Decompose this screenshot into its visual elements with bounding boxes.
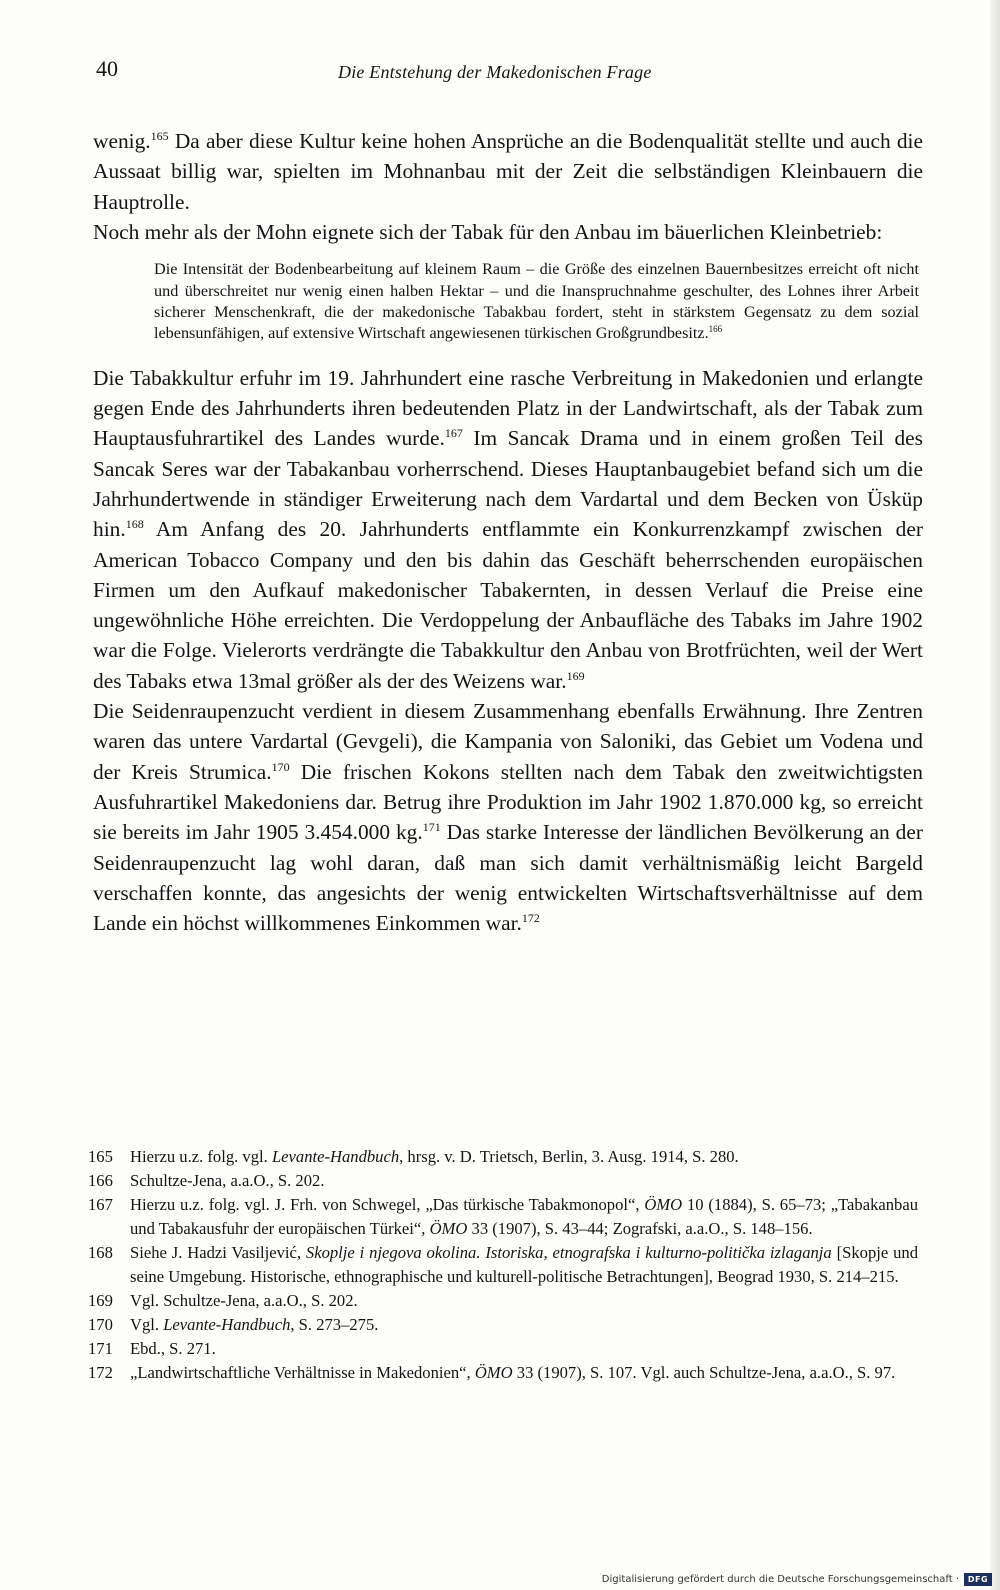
quote-text: Die Intensität der Bodenbearbeitung auf kleinem Raum – die Größe des einzelnen Bauernbesitzes erreicht oft nicht und überschreitet nur wenig einen halben Hektar – und die Inanspruchnahme geschulter, des Lohnes ihrer Arbeit sicherer Menschenkraft, die der makedonische Tabakbau fordert, steht in stärkstem Gegensatz zu dem sozial lebensunfähigen, auf extensive Wirtschaft angewiesenen türkischen Großgrundbesitz.$^{166}$: [154, 260, 919, 343]
footnote: 167 Hierzu u.z. folg. vgl. J. Frh. von Schwegel, „Das türkische Tabakmonopol“, ÖMO 10 (1884), S. 65–73; „Tabakanbau und Tabakausfuhr der europäischen Türkei“, ÖMO 33 (1907), S. 43–44; Zografski, a.a.O., S. 148–156.: [88, 1193, 918, 1241]
footnote: 169 Vgl. Schultze-Jena, a.a.O., S. 202.: [88, 1289, 918, 1313]
footnote: 168 Siehe J. Hadzi Vasiljević, Skoplje i njegova okolina. Istoriska, etnografska i kulturno-politička izlaganja [Skopje und seine Umgebung. Historische, ethnographische und kulturell-politische Betrachtungen], Beograd 1930, S. 214–215.: [88, 1241, 918, 1289]
paragraph: Noch mehr als der Mohn eignete sich der Tabak für den Anbau im bäuerlichen Kleinbetrieb:: [93, 219, 883, 244]
paragraph: wenig.$^{165}$ Da aber diese Kultur keine hohen Ansprüche an die Bodenqualität stellte und auch die Aussaat billig war, spielten im Mohnanbau mit der Zeit die selbständigen Kleinbauern die Hauptrolle.: [93, 129, 923, 214]
paragraph: Die Seidenraupenzucht verdient in diesem Zusammenhang ebenfalls Erwähnung. Ihre Zentren waren das untere Vardartal (Gevgeli), die Kampania von Saloniki, das Gebiet um Vodena und der Kreis Strumica.$^{170}$ Die frischen Kokons stellten nach dem Tabak den zweitwichtigsten Ausfuhrartikel Makedoniens dar. Betrug ihre Produktion im Jahr 1902 1.870.000 kg, so erreicht sie bereits im Jahr 1905 3.454.000 kg.$^{171}$ Das starke Interesse der ländlichen Bevölkerung an der Seidenraupenzucht lag wohl daran, daß man sich damit verhältnismäßig leicht Bargeld verschaffen konnte, das angesichts der wenig entwickelten Wirtschaftsverhältnisse auf dem Lande ein höchst willkommenes Einkommen war.$^{172}$: [93, 699, 924, 936]
footnote-number: 166: [88, 1171, 113, 1190]
paragraph: Die Tabakkultur erfuhr im 19. Jahrhundert eine rasche Verbreitung in Makedonien und erlangte gegen Ende des Jahrhunderts ihren bedeutenden Platz in der Landwirtschaft, als der Tabak zum Hauptausfuhrartikel des Landes wurde.$^{167}$ Im Sancak Drama und in einem großen Teil des Sancak Seres war der Tabakanbau vorherrschend. Dieses Hauptanbaugebiet befand sich um die Jahrhundertwende in ständiger Erweiterung nach dem Vardartal und dem Becken von Üsküp hin.$^{168}$ Am Anfang des 20. Jahrhunderts entflammte ein Konkurrenzkampf zwischen der American Tobacco Company und den bis dahin das Geschäft beherrschenden europäischen Firmen um den Aufkauf makedonischer Tabakernten, in dessen Verlauf die Preise eine ungewöhnliche Höhe erreichten. Die Verdoppelung der Anbaufläche des Tabaks im Jahre 1902 war die Folge. Vielerorts verdrängte die Tabakkultur den Anbau von Brotfrüchten, weil der Wert des Tabaks etwa 13mal größer als der des Weizens war.$^{169}$: [93, 365, 923, 693]
credit-text: Digitalisierung gefördert durch die Deutsche Forschungsgemeinschaft ·: [601, 1574, 959, 1585]
footnotes: [88, 1145, 918, 1385]
footnote-ref[interactable]: 168: [125, 517, 144, 532]
footnote-number: 171: [88, 1339, 113, 1358]
footnote-ref[interactable]: 172: [521, 911, 540, 926]
footnote: 166 Schultze-Jena, a.a.O., S. 202.: [88, 1169, 918, 1193]
main-text: [93, 126, 923, 938]
dfg-logo-icon: DFG: [964, 1573, 992, 1586]
footnote-ref[interactable]: 171: [422, 820, 441, 835]
footnote-number: 168: [88, 1243, 113, 1262]
footnote-number: 165: [88, 1147, 113, 1166]
footnote-ref[interactable]: 170: [271, 759, 290, 774]
footnote-ref[interactable]: 169: [566, 668, 585, 683]
footnote: 165 Hierzu u.z. folg. vgl. Levante-Handbuch, hrsg. v. D. Trietsch, Berlin, 3. Ausg. 1914, S. 280.: [88, 1145, 918, 1169]
footnote-number: 170: [88, 1315, 113, 1334]
footnote-number: 167: [88, 1195, 113, 1214]
footnote-number: 172: [88, 1363, 113, 1382]
running-title: Die Entstehung der Makedonischen Frage: [338, 62, 652, 82]
footnote: 171 Ebd., S. 271.: [88, 1337, 918, 1361]
digitization-credit: [602, 1573, 992, 1586]
page-number: 40: [96, 56, 118, 81]
footnote: 172 „Landwirtschaftliche Verhältnisse in Makedonien“, ÖMO 33 (1907), S. 107. Vgl. auch Schultze-Jena, a.a.O., S. 97.: [88, 1361, 918, 1385]
page-edge: [990, 0, 1000, 1590]
block-quote: [154, 259, 919, 345]
footnote: 170 Vgl. Levante-Handbuch, S. 273–275.: [88, 1313, 918, 1337]
footnote-number: 169: [88, 1291, 113, 1310]
footnote-ref[interactable]: 166: [708, 324, 723, 335]
footnote-ref[interactable]: 165: [150, 129, 169, 143]
footnote-ref[interactable]: 167: [444, 426, 463, 441]
